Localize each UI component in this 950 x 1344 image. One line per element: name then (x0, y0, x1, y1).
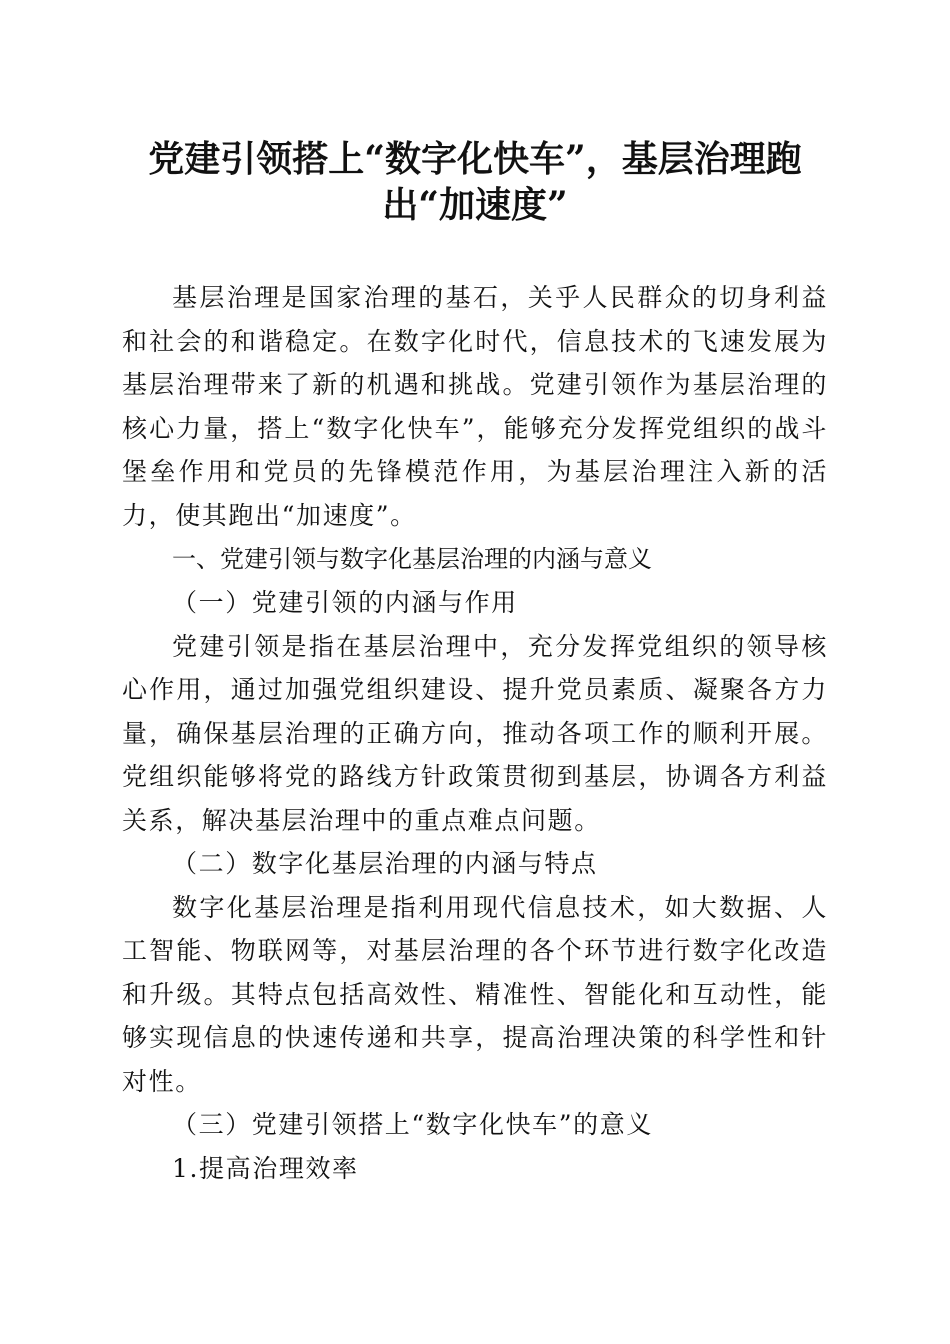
document-body (122, 276, 828, 1190)
document-title (100, 136, 850, 228)
paragraph-digital-governance: 数字化基层治理是指利用现代信息技术，如大数据、人工智能、物联网等，对基层治理的各个环节进行数字化改造和升级。其特点包括高效性、精准性、智能化和互动性，能够实现信息的快速传递和共享，提高治理决策的科学性和针对性。 (122, 892, 828, 1096)
intro-paragraph: 基层治理是国家治理的基石，关乎人民群众的切身利益和社会的和谐稳定。在数字化时代，信息技术的飞速发展为基层治理带来了新的机遇和挑战。党建引领作为基层治理的核心力量，搭上“数字化快车”，能够充分发挥党组织的战斗堡垒作用和党员的先锋模范作用，为基层治理注入新的活力，使其跑出“加速度”。 (122, 283, 828, 530)
subsection-heading-1: （一）党建引领的内涵与作用 (172, 588, 518, 617)
section-heading-1: 一、党建引领与数字化基层治理的内涵与意义 (172, 545, 652, 573)
paragraph-party-leadership: 党建引领是指在基层治理中，充分发挥党组织的领导核心作用，通过加强党组织建设、提升党员素质、凝聚各方力量，确保基层治理的正确方向，推动各项工作的顺利开展。党组织能够将党的路线方针政策贯彻到基层，协调各方利益关系，解决基层治理中的重点难点问题。 (122, 631, 828, 835)
subsection-heading-2: （二）数字化基层治理的内涵与特点 (172, 849, 598, 878)
title-line-2: 出“加速度” (382, 184, 568, 226)
list-item-1: 1.提高治理效率 (172, 1153, 359, 1183)
subsection-heading-3: （三）党建引领搭上“数字化快车”的意义 (172, 1110, 653, 1139)
title-line-1: 党建引领搭上“数字化快车”，基层治理跑 (148, 138, 802, 180)
